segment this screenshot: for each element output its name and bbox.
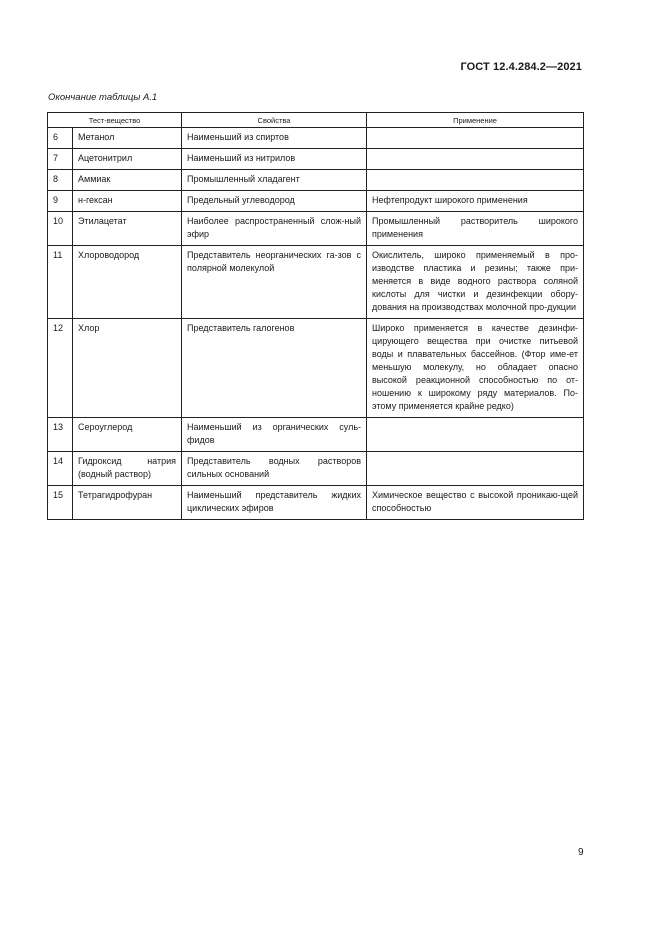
table-row <box>48 486 584 520</box>
table-row <box>48 128 584 149</box>
property-cell: Представитель водных растворов сильных оснований <box>182 452 367 486</box>
substance-cell: Хлор <box>73 319 182 418</box>
application-cell: Химическое вещество с высокой проникаю-щей способностью <box>367 486 584 520</box>
property-cell: Наиболее распространенный слож-ный эфир <box>182 212 367 246</box>
property-cell: Наименьший из органических суль-фидов <box>182 418 367 452</box>
table-row <box>48 319 584 418</box>
application-cell: Широко применяется в качестве дезинфи-цирующего вещества при очистке питьевой воды и плавательных бассейнов. (Фтор име-ет меньшую молекулу, но обладает опасно высокой реакционной способностью по от-ношению к широкому ряду материалов. По-этому применяется крайне редко) <box>367 319 584 418</box>
row-number: 12 <box>48 319 73 418</box>
table-header-row <box>48 113 584 128</box>
property-cell: Предельный углеводород <box>182 191 367 212</box>
property-cell: Промышленный хладагент <box>182 170 367 191</box>
property-cell: Наименьший из спиртов <box>182 128 367 149</box>
row-number: 7 <box>48 149 73 170</box>
table-row <box>48 170 584 191</box>
row-number: 15 <box>48 486 73 520</box>
row-number: 9 <box>48 191 73 212</box>
application-cell <box>367 128 584 149</box>
row-number: 14 <box>48 452 73 486</box>
column-header-application: Применение <box>367 113 584 128</box>
row-number: 8 <box>48 170 73 191</box>
substance-cell: Метанол <box>73 128 182 149</box>
table-row <box>48 212 584 246</box>
row-number: 11 <box>48 246 73 319</box>
property-cell: Представитель галогенов <box>182 319 367 418</box>
substance-cell: Тетрагидрофуран <box>73 486 182 520</box>
application-cell <box>367 149 584 170</box>
column-header-substance: Тест-вещество <box>48 113 182 128</box>
application-cell <box>367 452 584 486</box>
substances-table <box>47 112 584 520</box>
substance-cell: Гидроксид натрия (водный раствор) <box>73 452 182 486</box>
page-number: 9 <box>578 847 584 858</box>
application-cell: Нефтепродукт широкого применения <box>367 191 584 212</box>
table-row <box>48 418 584 452</box>
substance-cell: Аммиак <box>73 170 182 191</box>
property-cell: Представитель неорганических га-зов с полярной молекулой <box>182 246 367 319</box>
table-row <box>48 246 584 319</box>
table-row <box>48 149 584 170</box>
application-cell <box>367 170 584 191</box>
substance-cell: н-гексан <box>73 191 182 212</box>
substance-cell: Сероуглерод <box>73 418 182 452</box>
row-number: 13 <box>48 418 73 452</box>
substance-cell: Ацетонитрил <box>73 149 182 170</box>
document-code: ГОСТ 12.4.284.2—2021 <box>460 61 582 73</box>
table-row <box>48 191 584 212</box>
row-number: 10 <box>48 212 73 246</box>
application-cell <box>367 418 584 452</box>
substance-cell: Этилацетат <box>73 212 182 246</box>
row-number: 6 <box>48 128 73 149</box>
property-cell: Наименьший из нитрилов <box>182 149 367 170</box>
column-header-properties: Свойства <box>182 113 367 128</box>
application-cell: Окислитель, широко применяемый в про-изводстве пластика и резины; также при-меняется в виде водного раствора соляной кислоты для чистки и дезинфекции обору-дования на производствах молочной про-дукции <box>367 246 584 319</box>
substance-cell: Хлороводород <box>73 246 182 319</box>
table-caption: Окончание таблицы А.1 <box>48 92 158 103</box>
table-row <box>48 452 584 486</box>
application-cell: Промышленный растворитель широкого применения <box>367 212 584 246</box>
property-cell: Наименьший представитель жидких циклических эфиров <box>182 486 367 520</box>
